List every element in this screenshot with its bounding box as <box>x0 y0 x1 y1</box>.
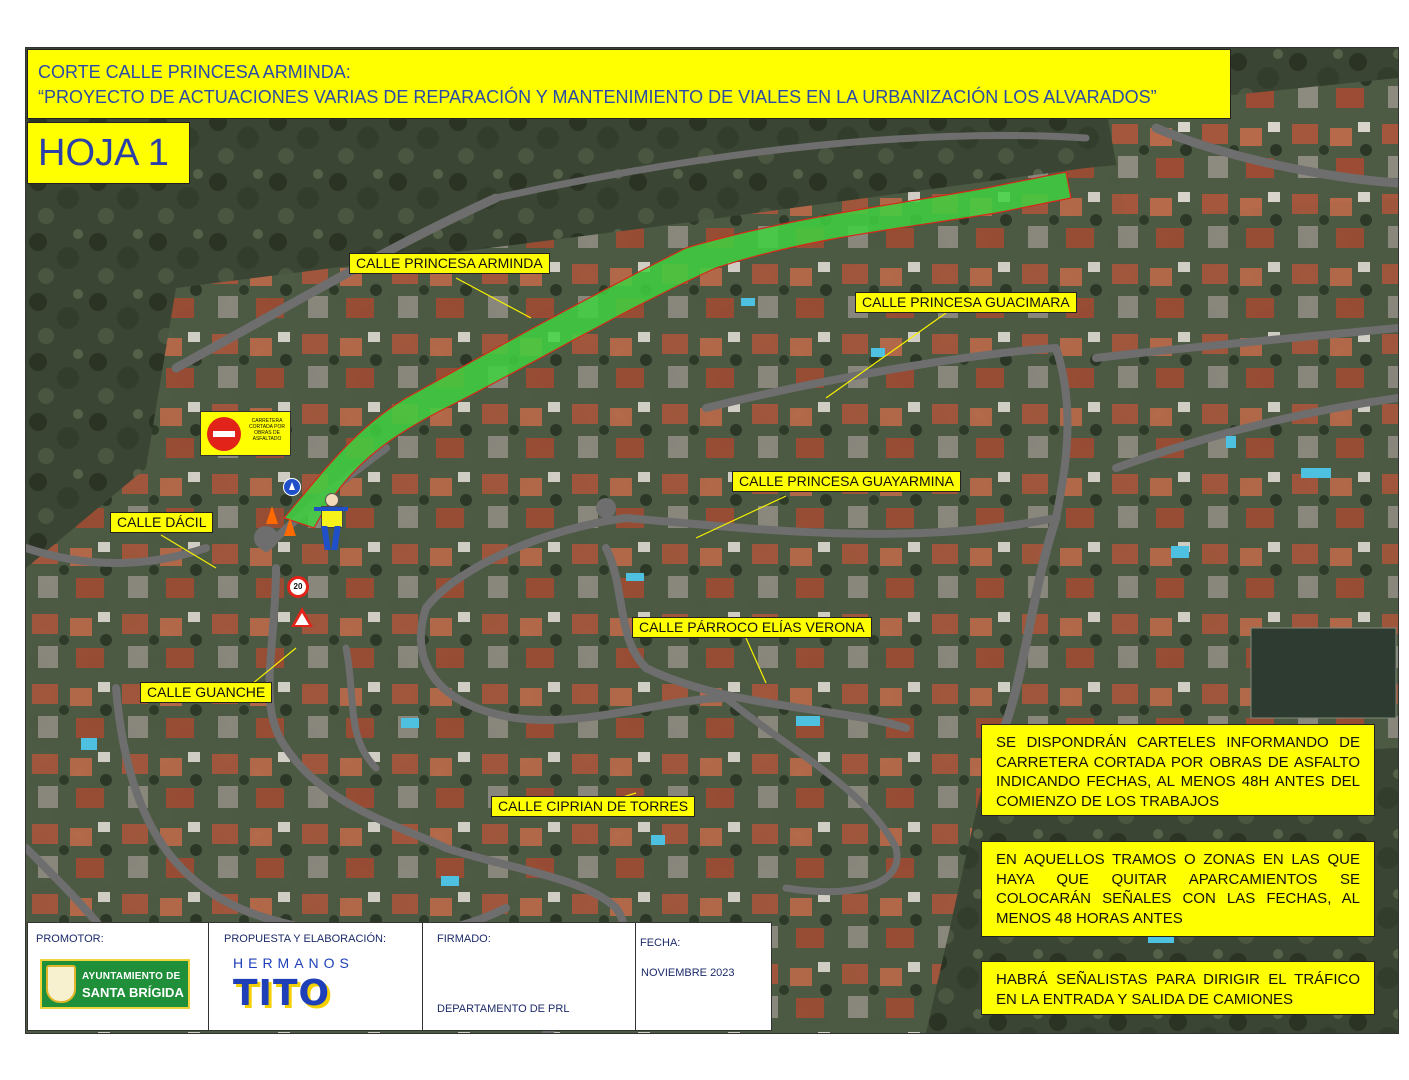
title-line-2: “PROYECTO DE ACTUACIONES VARIAS DE REPARACIÓN Y MANTENIMIENTO DE VIALES EN LA URBANIZACIÓN LOS ALVARADOS” <box>38 87 1157 107</box>
no-entry-icon <box>207 417 241 451</box>
road-closed-text: CARRETERA CORTADA POR OBRAS DE ASFALTADO <box>249 418 285 442</box>
note-flaggers: HABRÁ SEÑALISTAS PARA DIRIGIR EL TRÁFICO EN LA ENTRADA Y SALIDA DE CAMIONES <box>981 961 1375 1015</box>
promotor-label: PROMOTOR: <box>36 933 104 945</box>
street-label-princesa-arminda: CALLE PRINCESA ARMINDA <box>349 253 550 274</box>
title-box <box>27 49 1231 119</box>
road-closed-sign <box>200 411 291 456</box>
firmado-value: DEPARTAMENTO DE PRL <box>437 1003 570 1015</box>
firmado-cell <box>423 923 636 1030</box>
traffic-cone-icon <box>284 518 296 536</box>
coat-of-arms-icon <box>46 965 76 1003</box>
fecha-label: FECHA: <box>640 937 681 949</box>
note-parking-removal: EN AQUELLOS TRAMOS O ZONAS EN LAS QUE HAYA QUE QUITAR APARCAMIENTOS SE COLOCARÁN SEÑALES CON LAS FECHAS, AL MENOS 48 HORAS ANTES <box>981 841 1375 937</box>
propuesta-label: PROPUESTA Y ELABORACIÓN: <box>224 933 386 945</box>
sheet-number: HOJA 1 <box>27 122 190 184</box>
street-label-dacil: CALLE DÁCIL <box>110 512 213 533</box>
street-label-guanche: CALLE GUANCHE <box>140 682 272 703</box>
company-name-top: HERMANOS <box>233 955 354 971</box>
propuesta-cell <box>209 923 423 1030</box>
traffic-cone-icon <box>266 506 278 524</box>
direction-sign-icon <box>283 478 301 496</box>
fecha-cell <box>636 923 773 1030</box>
street-label-princesa-guayarmina: CALLE PRINCESA GUAYARMINA <box>732 471 961 492</box>
promotor-cell <box>28 923 209 1030</box>
street-label-ciprian-de-torres: CALLE CIPRIAN DE TORRES <box>491 796 695 817</box>
note-signage-48h: SE DISPONDRÁN CARTELES INFORMANDO DE CARRETERA CORTADA POR OBRAS DE ASFALTO INDICANDO FECHAS, AL MENOS 48H ANTES DEL COMIENZO DE LOS TRABAJOS <box>981 724 1375 816</box>
santa-brigida-logo: AYUNTAMIENTO DE SANTA BRÍGIDA <box>40 959 190 1009</box>
company-logo: TITO <box>233 973 331 1014</box>
title-block <box>27 922 772 1031</box>
speed-limit-sign: 20 <box>287 576 309 598</box>
street-label-princesa-guacimara: CALLE PRINCESA GUACIMARA <box>855 292 1077 313</box>
street-label-parroco-elias-verona: CALLE PÁRROCO ELÍAS VERONA <box>632 617 872 638</box>
firmado-label: FIRMADO: <box>437 933 491 945</box>
title-line-1: CORTE CALLE PRINCESA ARMINDA: <box>38 62 351 82</box>
flagger-icon <box>314 493 348 551</box>
fecha-value: NOVIEMBRE 2023 <box>641 967 735 979</box>
roadworks-warning-icon <box>291 607 313 627</box>
